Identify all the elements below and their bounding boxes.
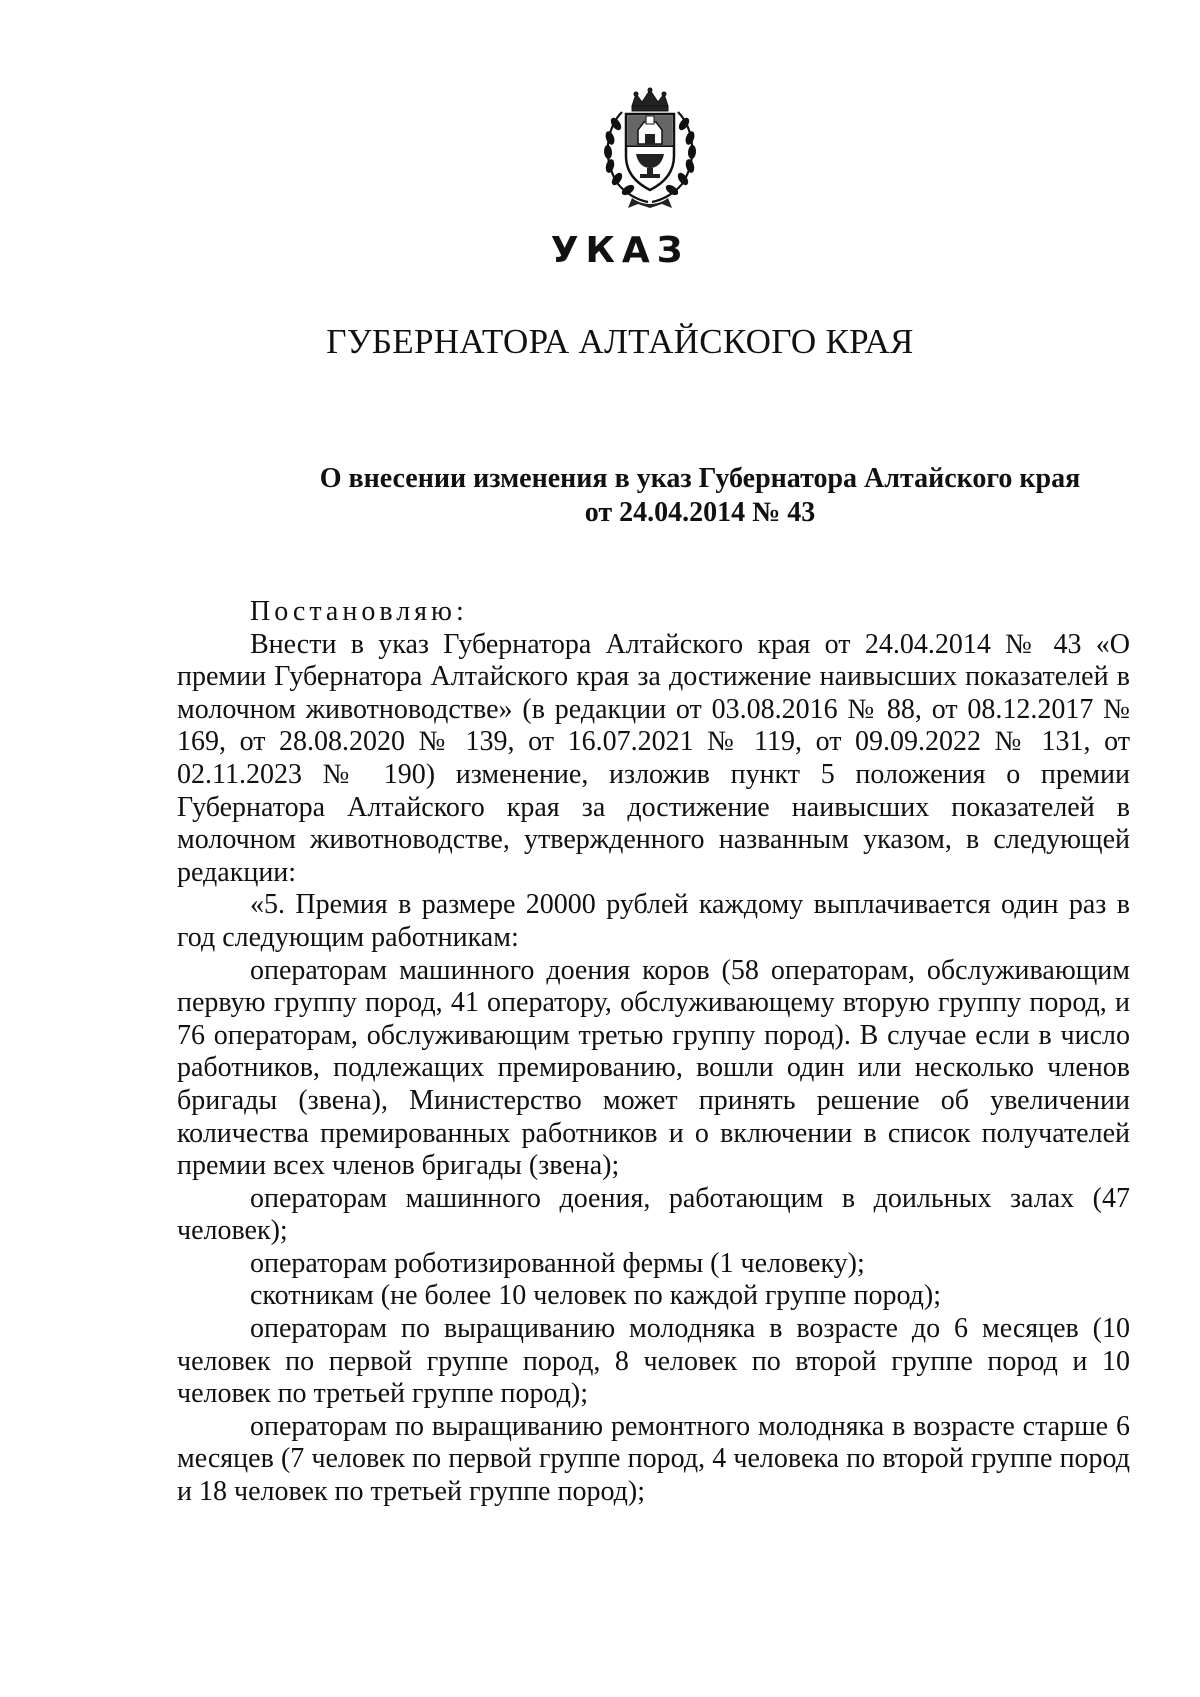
body-paragraph-amendment: Внести в указ Губернатора Алтайского края от 24.04.2014 № 43 «О премии Губернатора Алтайского края за достижение наивысших показателей в молочном животноводстве» (в редакции от 03.08.2016 № 88, от 08.12.2017 № 169, от 28.08.2020 № 139, от 16.07.2021 № 119, от 09.09.2022 № 131, от 02.11.2023 № 190) изменение, изложив пункт 5 положения о премии Губернатора Алтайского края за достижение наивысших показателей в молочном животноводстве, утвержденного названным указом, в следующей редакции: [177,628,1130,888]
body-paragraph-robotic-farm: операторам роботизированной фермы (1 человеку); [250,1247,865,1279]
subject-line-1: О внесении изменения в указ Губернатора Алтайского края [319,463,1081,494]
body-paragraph-milking-hall-operators: операторам машинного доения, работающим в доильных залах (47 человек); [177,1182,1130,1247]
altai-krai-coat-of-arms-icon [592,84,708,212]
document-subject [300,462,1100,530]
issuer-heading: ГУБЕРНАТОРА АЛТАЙСКОГО КРАЯ [326,322,914,361]
subject-line-2: от 24.04.2014 № 43 [584,497,816,528]
resolve-clause: Постановляю: [250,596,468,627]
document-body [177,596,1130,1509]
body-paragraph-milking-operators: операторам машинного доения коров (58 операторам, обслуживающим первую группу пород, 41 оператору, обслуживающему вторую группу пород, и 76 операторам, обслуживающим третью группу пород). В случае если в число работников, подлежащих премированию, вошли один или несколько членов бригады (звена), Министерство может принять решение об увеличении количества премированных работников и о включении в список получателей премии всех членов бригады (звена); [177,954,1130,1182]
body-paragraph-young-stock-over-6: операторам по выращиванию ремонтного молодняка в возрасте старше 6 месяцев (7 человек по первой группе пород, 4 человека по второй группе пород и 18 человек по третьей группе пород); [177,1410,1130,1508]
body-paragraph-stockmen: скотникам (не более 10 человек по каждой группе пород); [250,1280,941,1312]
document-type-heading: УКАЗ [550,230,690,271]
body-paragraph-young-stock-under-6: операторам по выращиванию молодняка в возрасте до 6 месяцев (10 человек по первой группе пород, 8 человек по второй группе пород и 10 человек по третьей группе пород); [177,1313,1130,1410]
body-paragraph-premium-amount: «5. Премия в размере 20000 рублей каждому выплачивается один раз в год следующим работникам: [177,889,1130,953]
